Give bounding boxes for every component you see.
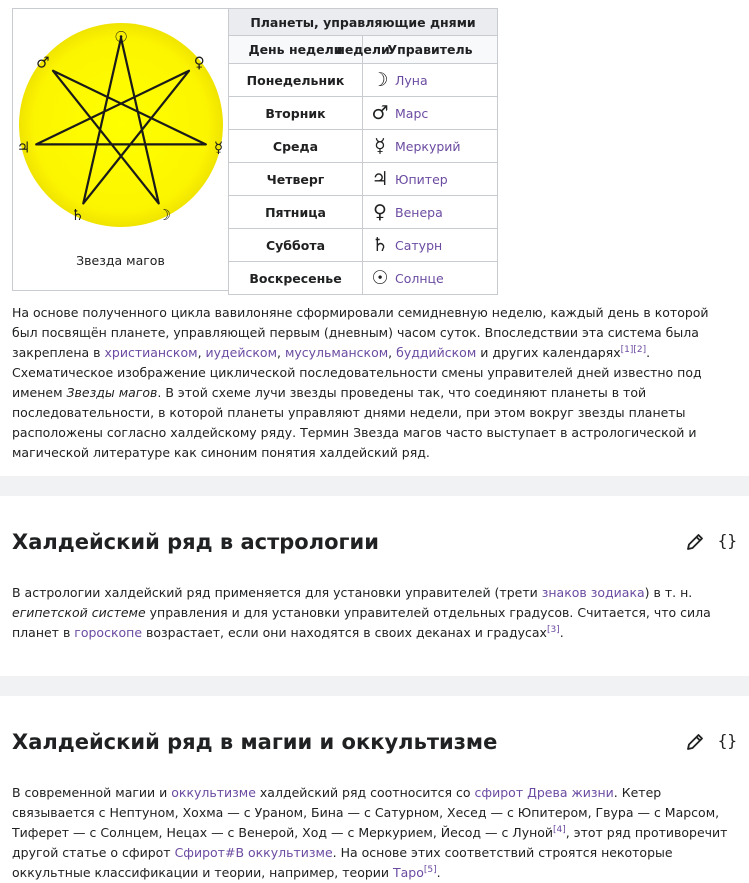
ref-4[interactable]: [4]: [553, 824, 566, 835]
table-row: [229, 163, 498, 196]
link-jewish[interactable]: иудейском: [205, 345, 277, 360]
text: ,: [388, 345, 397, 360]
text: В астрологии халдейский ряд применяется для установки управителей (трети: [12, 585, 542, 600]
venus-icon: ♀: [373, 201, 387, 223]
link-sephirot-tree[interactable]: сфирот Древа жизни: [474, 785, 614, 800]
text: . На основе этих соответствий строятся некоторые оккультные классификации и теории, например, теории: [12, 845, 673, 880]
day-cell: Четверг: [229, 163, 363, 196]
link-sephirot-occultism[interactable]: Сфирот#В оккультизме: [174, 845, 333, 860]
text: . В этой схеме лучи звезды проведены так, что соединяют планеты в той последовательности, в которой планеты управляют днями недели, при этом вокруг звезды планеты расположены согласно халдейскому ряду. Термин Звезда магов часто выступает в астрологической и магической литературе как синоним понятия халдейский ряд.: [12, 385, 697, 460]
mercury-icon: ☿: [374, 135, 386, 157]
paragraph-magic: [0, 783, 749, 883]
day-cell: Воскресенье: [229, 262, 363, 295]
text: На основе полученного цикла вавилоняне сформировали семидневную неделю, каждый день в которой был посвящён планете, управляющей первым (дневным) часом суток. Впоследствии эта система была закреплена в: [12, 305, 709, 360]
saturn-icon: ♄: [371, 234, 389, 256]
yellow-disc: [16, 23, 223, 227]
link-horoscope[interactable]: гороскопе: [74, 625, 143, 640]
ruler-cell: [363, 64, 498, 97]
text: и других календарях: [476, 345, 621, 360]
pencil-icon[interactable]: [685, 532, 705, 552]
link-muslim[interactable]: мусульманском: [284, 345, 389, 360]
table-row: [229, 196, 498, 229]
link-tarot[interactable]: Таро: [393, 865, 424, 880]
section-header-magic: [12, 725, 737, 759]
mars-icon: ♂: [371, 102, 389, 124]
table-row: [229, 130, 498, 163]
planets-days-table: [228, 8, 498, 295]
ref-1[interactable]: [1]: [620, 344, 634, 355]
section-title: Халдейский ряд в магии и оккультизме: [12, 730, 498, 754]
table-caption: Планеты, управляющие днями недели: [228, 8, 498, 35]
ruler-cell: [363, 229, 498, 262]
mars-icon: ♂: [36, 53, 50, 72]
top-section: [0, 0, 749, 292]
jupiter-icon: ♃: [371, 168, 389, 190]
day-cell: Суббота: [229, 229, 363, 262]
header-day: День недели: [229, 36, 363, 64]
venus-icon: ♀: [193, 53, 205, 72]
ruler-link[interactable]: Луна: [395, 72, 428, 88]
saturn-icon: ♄: [70, 206, 85, 225]
ruler-link[interactable]: Солнце: [395, 270, 444, 286]
braces-icon[interactable]: {}: [717, 731, 737, 750]
day-cell: Пятница: [229, 196, 363, 229]
ref-2[interactable]: [2]: [633, 344, 647, 355]
table-row: [229, 229, 498, 262]
text: управления и для установки управителей отдельных градусов. Считается, что сила планет в: [12, 605, 711, 640]
table-row: [229, 64, 498, 97]
day-cell: Вторник: [229, 97, 363, 130]
pencil-icon[interactable]: [685, 732, 705, 752]
ruler-link[interactable]: Венера: [395, 204, 443, 220]
moon-icon: ☽: [157, 206, 172, 225]
section-divider: [0, 476, 749, 496]
star-of-magi-diagram: [13, 9, 230, 249]
ruler-cell: [363, 163, 498, 196]
table-row: [229, 97, 498, 130]
text: ,: [197, 345, 206, 360]
ref-5[interactable]: [5]: [423, 864, 437, 875]
text: , этот ряд противоречит другой статье о сфирот: [12, 825, 728, 860]
text: халдейский ряд соотносится со: [255, 785, 475, 800]
ruler-link[interactable]: Сатурн: [395, 237, 443, 253]
ruler-cell: [363, 97, 498, 130]
ref-3[interactable]: [3]: [546, 624, 560, 635]
ruler-cell: [363, 196, 498, 229]
text: ) в т. н.: [644, 585, 693, 600]
text: . Схематическое изображение циклической последовательности смены управителей дней известно под именем: [12, 345, 702, 400]
section-title: Халдейский ряд в астрологии: [12, 530, 379, 554]
day-cell: Среда: [229, 130, 363, 163]
ruler-cell: [363, 130, 498, 163]
emphasis-star-of-magi: Звезды магов: [66, 385, 158, 400]
link-zodiac[interactable]: знаков зодиака: [541, 585, 645, 600]
ruler-link[interactable]: Марс: [395, 105, 429, 121]
paragraph-astrology: [0, 583, 749, 643]
text: ,: [277, 345, 285, 360]
text: В современной магии и: [12, 785, 172, 800]
ruler-link[interactable]: Юпитер: [395, 171, 448, 187]
emphasis-egyptian-system: египетской системе: [12, 605, 146, 620]
day-cell: Понедельник: [229, 64, 363, 97]
sun-icon: ☉: [371, 267, 389, 289]
text: возрастает, если они находятся в своих деканах и градусах: [142, 625, 547, 640]
header-ruler: Управитель: [363, 36, 498, 64]
section-divider: [0, 676, 749, 696]
ruler-link[interactable]: Меркурий: [395, 138, 461, 154]
star-of-magi-figure: [12, 8, 229, 291]
ruler-cell: [363, 262, 498, 295]
jupiter-icon: ♃: [16, 138, 31, 157]
sun-icon: ☉: [114, 28, 128, 46]
figure-caption: Звезда магов: [76, 253, 165, 268]
text: . Кетер связывается с Нептуном, Хохма — с Ураном, Бина — с Сатурном, Хесед — с Юпитером, Гвура — с Марсом, Тиферет — с Солнцем, Нецах — с Венерой, Ход — с Меркурием, Йесод — с Луной: [12, 785, 720, 840]
braces-icon[interactable]: {}: [717, 531, 737, 550]
table-row: [229, 262, 498, 295]
moon-icon: ☽: [371, 69, 389, 91]
link-christian[interactable]: христианском: [104, 345, 198, 360]
link-buddhist[interactable]: буддийском: [396, 345, 477, 360]
mercury-icon: ☿: [213, 138, 224, 157]
link-occultism[interactable]: оккультизме: [171, 785, 256, 800]
section-header-astrology: [12, 525, 737, 559]
paragraph-calendars: [0, 303, 749, 463]
text: .: [436, 865, 441, 880]
text: .: [559, 625, 564, 640]
